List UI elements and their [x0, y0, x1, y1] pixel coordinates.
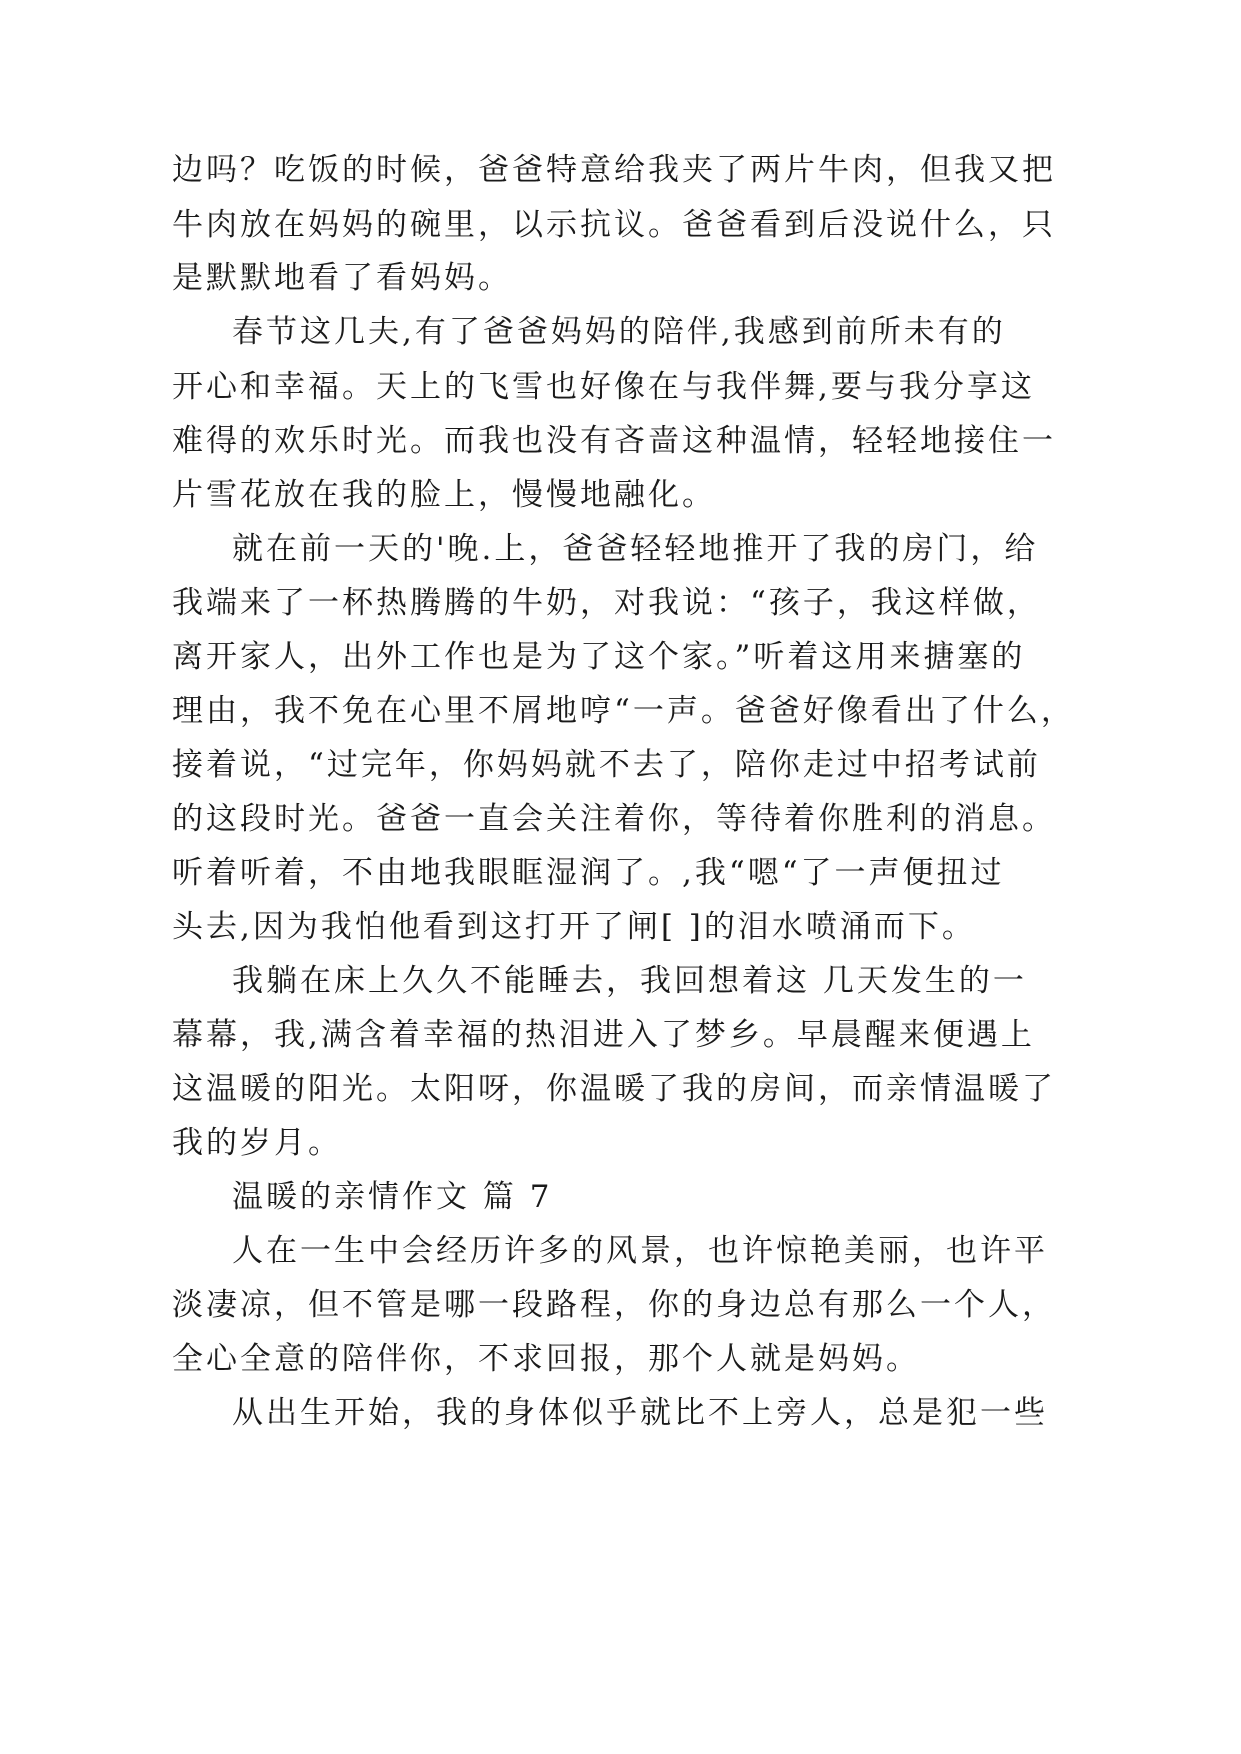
text-line: 这温暖的阳光。太阳呀，你温暖了我的房间，而亲情温暖了 [172, 1071, 1056, 1107]
paragraph-start-line: 就在前一天的'晚.上，爸爸轻轻地推开了我的房门，给 [232, 531, 1039, 567]
text-line: 难得的欢乐时光。而我也没有吝啬这种温情，轻轻地接住一 [172, 423, 1056, 459]
paragraph-start-line: 从出生开始，我的身体似乎就比不上旁人，总是犯一些 [232, 1395, 1048, 1431]
paragraph-start-line: 春节这几夫,有了爸爸妈妈的陪伴,我感到前所未有的 [232, 314, 1006, 350]
text-line: 理由，我不免在心里不屑地哼“一声。爸爸好像看出了什么， [172, 693, 1075, 729]
paragraph-start-line: 我躺在床上久久不能睡去，我回想着这 几天发生的一 [232, 963, 1027, 999]
text-line: 全心全意的陪伴你，不求回报，那个人就是妈妈。 [172, 1341, 920, 1377]
text-line: 淡凄凉，但不管是哪一段路程，你的身边总有那么一个人， [172, 1287, 1056, 1323]
text-line: 听着听着，不由地我眼眶湿润了。,我“嗯“了一声便扭过 [172, 855, 1005, 891]
text-line: 开心和幸福。天上的飞雪也好像在与我伴舞,要与我分享这 [172, 369, 1035, 405]
section-heading: 温暖的亲情作文 篇 7 [232, 1179, 553, 1215]
text-line: 接着说，“过完年，你妈妈就不去了，陪你走过中招考试前 [172, 747, 1041, 783]
text-line: 我的岁月。 [172, 1125, 342, 1161]
text-line: 幕幕，我,满含着幸福的热泪进入了梦乡。早晨醒来便遇上 [172, 1017, 1035, 1053]
text-line: 是默默地看了看妈妈。 [172, 260, 512, 296]
text-line: 头去,因为我怕他看到这打开了闸[ ]的泪水喷涌而下。 [172, 909, 976, 945]
text-line: 我端来了一杯热腾腾的牛奶，对我说：“孩子，我这样做， [172, 585, 1041, 621]
text-line: 片雪花放在我的脸上，慢慢地融化。 [172, 477, 716, 513]
text-line: 离开家人，出外工作也是为了这个家。”听着这用来搪塞的 [172, 639, 1026, 675]
paragraph-start-line: 人在一生中会经历许多的风景，也许惊艳美丽，也许平 [232, 1233, 1048, 1269]
text-line: 的这段时光。爸爸一直会关注着你，等待着你胜利的消息。 [172, 801, 1056, 837]
text-line: 牛肉放在妈妈的碗里，以示抗议。爸爸看到后没说什么，只 [172, 207, 1056, 243]
text-line: 边吗？吃饭的时候，爸爸特意给我夹了两片牛肉，但我又把 [172, 152, 1056, 188]
